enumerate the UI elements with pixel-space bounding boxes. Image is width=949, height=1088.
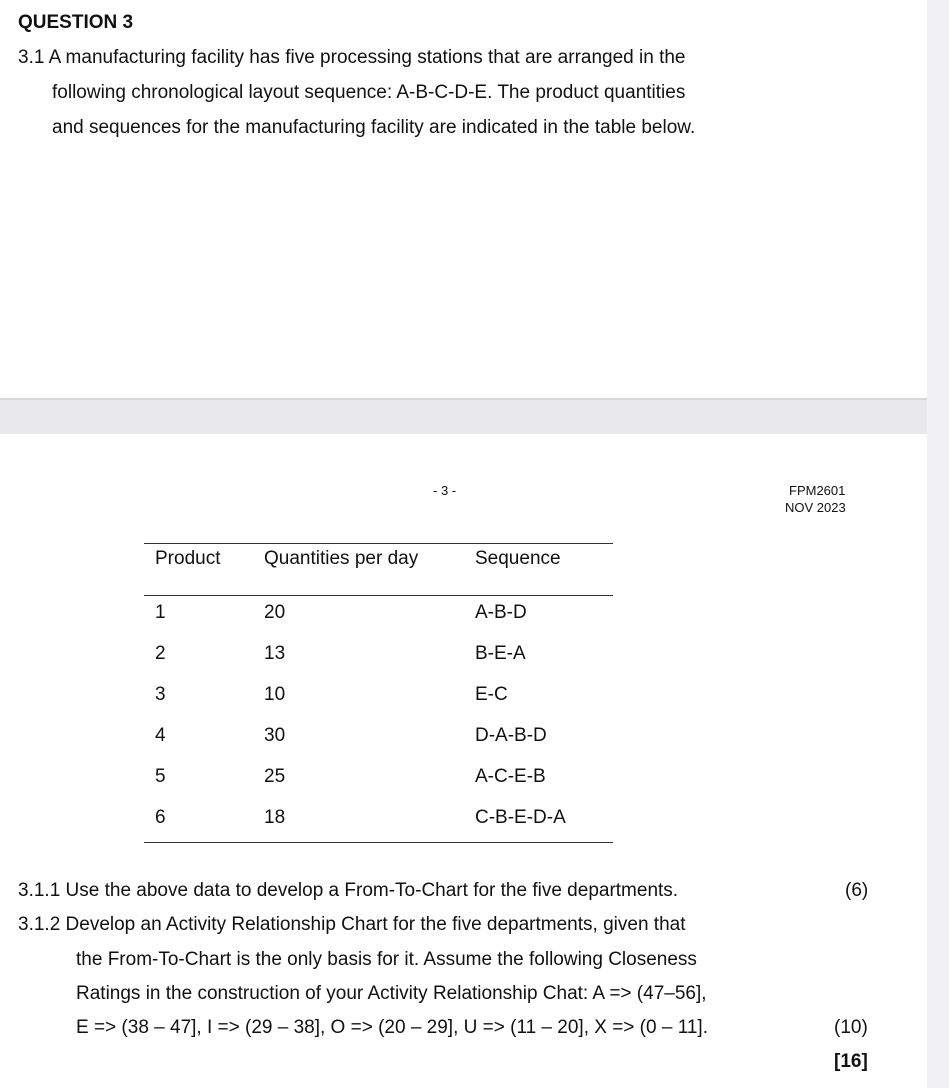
table-header-rule <box>144 595 613 596</box>
table-bottom-rule <box>144 842 613 843</box>
total-marks: [16] <box>834 1051 868 1072</box>
table-cell: A-B-D <box>475 602 527 623</box>
intro-line-2: following chronological layout sequence: A-B-C-D-E. The product quantities <box>52 82 686 103</box>
table-cell: E-C <box>475 684 508 705</box>
marks-3-1-1: (6) <box>845 880 869 901</box>
table-cell: 5 <box>155 766 166 787</box>
page-number: - 3 - <box>433 483 457 498</box>
page-separator <box>0 398 927 400</box>
question-heading: QUESTION 3 <box>18 12 134 33</box>
subquestion-3-1-1: 3.1.1 Use the above data to develop a From-To-Chart for the five departments. <box>18 880 679 901</box>
exam-date: NOV 2023 <box>785 500 846 515</box>
course-code: FPM2601 <box>789 483 846 498</box>
table-cell: D-A-B-D <box>475 725 547 746</box>
scrollbar-track[interactable] <box>927 0 949 1088</box>
table-cell: 1 <box>155 602 166 623</box>
intro-line-1: 3.1 A manufacturing facility has five processing stations that are arranged in the <box>18 47 686 68</box>
table-header-sequence: Sequence <box>475 548 561 569</box>
table-cell: B-E-A <box>475 643 526 664</box>
table-cell: 30 <box>264 725 286 746</box>
marks-3-1-2: (10) <box>834 1017 868 1038</box>
subquestion-3-1-2-line-3: Ratings in the construction of your Activity Relationship Chat: A => (47–56], <box>76 983 707 1004</box>
table-cell: 13 <box>264 643 286 664</box>
table-cell: 18 <box>264 807 286 828</box>
table-cell: 2 <box>155 643 166 664</box>
subquestion-3-1-2-line-2: the From-To-Chart is the only basis for it. Assume the following Closeness <box>76 949 697 970</box>
subquestion-3-1-2-line-1: 3.1.2 Develop an Activity Relationship Chart for the five departments, given that <box>18 914 686 935</box>
intro-line-3: and sequences for the manufacturing facility are indicated in the table below. <box>52 117 696 138</box>
table-cell: A-C-E-B <box>475 766 546 787</box>
table-cell: 10 <box>264 684 286 705</box>
table-cell: 25 <box>264 766 286 787</box>
table-cell: 20 <box>264 602 286 623</box>
subquestion-3-1-2-line-4: E => (38 – 47], I => (29 – 38], O => (20 – 29], U => (11 – 20], X => (0 – 11]. <box>76 1017 708 1038</box>
table-cell: C-B-E-D-A <box>475 807 566 828</box>
table-cell: 4 <box>155 725 166 746</box>
table-header-quantities: Quantities per day <box>264 548 419 569</box>
table-cell: 6 <box>155 807 166 828</box>
table-top-rule <box>144 543 613 544</box>
table-header-product: Product <box>155 548 221 569</box>
table-cell: 3 <box>155 684 166 705</box>
